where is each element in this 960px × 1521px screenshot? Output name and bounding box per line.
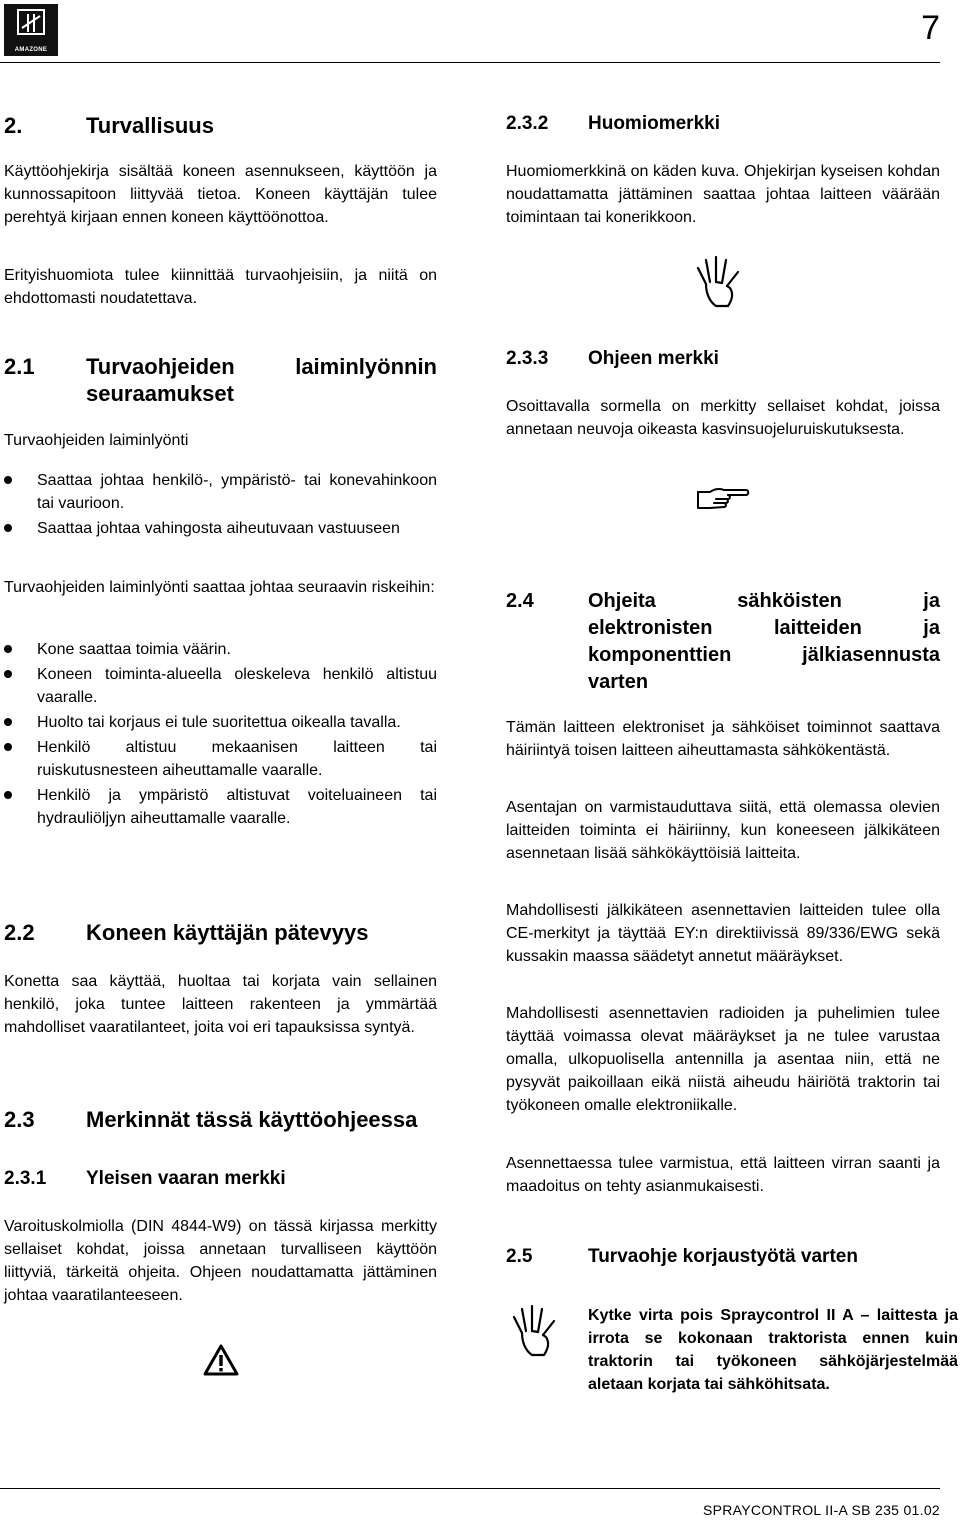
section-title: Koneen käyttäjän pätevyys: [86, 920, 369, 945]
hand-icon: [510, 1303, 560, 1359]
section-2-4-heading: [506, 588, 940, 696]
warning-triangle-icon: [203, 1344, 239, 1376]
header-rule: [0, 62, 940, 63]
bullet-dot-icon: [4, 743, 12, 751]
bullet-dot-icon: [4, 524, 12, 532]
pointing-finger-icon: [696, 486, 750, 512]
section-2-3-3-heading: [506, 345, 940, 372]
section-title: Turvallisuus: [86, 113, 214, 138]
section-2-4-paragraph-2: Asentajan on varmistauduttava siitä, että olemassa olevien laitteiden toiminta ei häiriinny, kun koneeseen jälkikäteen asennetaan lisää sähkökäyttöisiä laitteita.: [506, 799, 940, 862]
section-number: 2.5: [506, 1246, 533, 1267]
section-2-4-paragraph-5: Asennettaessa tulee varmistua, että laitteen virran saanti ja maadoitus on tehty asianmukaisesti.: [506, 1155, 940, 1195]
section-title-line-2: elektronisten laitteiden ja: [588, 617, 940, 639]
section-number: 2.: [4, 113, 23, 138]
section-title-line-1: Turvaohjeiden laiminlyönnin: [86, 354, 437, 379]
section-title: Merkinnät tässä käyttöohjeessa: [86, 1107, 418, 1132]
section-2-4-paragraph-4: Mahdollisesti asennettavien radioiden ja puhelimien tulee täyttää voimassa olevat määräykset ja ne tulee varustaa omalla, ulkopuolisella antennilla ja asentaa niin, että ne pysyvät paikoillaan eikä niistä aiheudu häiriötä traktorin tai työkoneen omalle elektroniikalle.: [506, 1005, 940, 1114]
section-2-1-heading: [4, 353, 437, 407]
section-number: 2.3.1: [4, 1168, 47, 1189]
section-title-line-4: varten: [588, 671, 649, 693]
section-2-5-paragraph: Kytke virta pois Spraycontrol II A – laittesta ja irrota se kokonaan traktorista ennen kuin traktorin tai työkoneen sähköjärjestelmää aletaan korjata tai sähköhitsata.: [588, 1307, 958, 1393]
consequence-list: [4, 469, 437, 540]
bullet-dot-icon: [4, 791, 12, 799]
hand-icon: [694, 254, 744, 310]
section-2-3-1-heading: [4, 1165, 437, 1192]
section-title: Huomiomerkki: [588, 113, 720, 134]
section-2-2-paragraph: Konetta saa käyttää, huoltaa tai korjata vain sellainen henkilö, joka tuntee laitteen rakenteen ja ymmärtää mahdolliset vaaratilanteet, joita voi eri tapauksissa syntyä.: [4, 973, 437, 1036]
section-title-line-2: seuraamukset: [86, 381, 234, 406]
section-2-4-paragraph-3: Mahdollisesti jälkikäteen asennettavien laitteiden tulee olla CE-merkityt ja täyttää EY:n direktiivissä 89/336/EWG sekä kussakin maassa säädetyt annetut määräykset.: [506, 902, 940, 965]
section-title: Turvaohje korjaustyötä varten: [588, 1246, 858, 1267]
logo-emblem-icon: [4, 4, 58, 44]
list-item: Henkilö altistuu mekaanisen laitteen tai ruiskutusnesteen aiheuttamalle vaaralle.: [4, 736, 437, 782]
section-number: 2.2: [4, 920, 35, 945]
section-number: 2.3: [4, 1107, 35, 1132]
bullet-dot-icon: [4, 645, 12, 653]
section-2-3-heading: [4, 1106, 437, 1133]
section-title: Yleisen vaaran merkki: [86, 1168, 286, 1189]
list-item: Koneen toiminta-alueella oleskeleva henkilö altistuu vaaralle.: [4, 663, 437, 709]
page-number: 7: [921, 9, 940, 47]
bullet-dot-icon: [4, 718, 12, 726]
section-number: 2.4: [506, 590, 534, 612]
section-2-3-2-paragraph: Huomiomerkkinä on käden kuva. Ohjekirjan kyseisen kohdan noudattamatta jättäminen saattaa johtaa laitteen väärään toimintaan tai konerikkoon.: [506, 163, 940, 226]
logo-text: AMAZONE: [14, 47, 48, 53]
bullet-dot-icon: [4, 476, 12, 484]
section-number: 2.1: [4, 354, 35, 379]
section-2-4-paragraph-1: Tämän laitteen elektroniset ja sähköiset toiminnot saattava häiriintyä toisen laitteen aiheuttamasta sähkökentästä.: [506, 719, 940, 759]
section-2-paragraph-1: Käyttöohjekirja sisältää koneen asennukseen, käyttöön ja kunnossapitoon liittyvää tietoa. Koneen käyttäjän tulee perehtyä kirjaan ennen koneen käyttöönottoa.: [4, 163, 437, 226]
section-2-2-heading: [4, 919, 437, 946]
section-2-heading: [4, 112, 437, 139]
footer-rule: [0, 1488, 940, 1489]
section-number: 2.3.3: [506, 348, 549, 369]
section-2-3-2-heading: [506, 110, 940, 137]
section-2-5-heading: [506, 1243, 940, 1270]
section-2-1-paragraph: Turvaohjeiden laiminlyönti saattaa johtaa seuraavin riskeihin:: [4, 579, 435, 596]
footer-doc-id: SPRAYCONTROL II-A SB 235 01.02: [703, 1502, 940, 1518]
section-title: Ohjeen merkki: [588, 348, 719, 369]
amazone-logo: [4, 4, 58, 56]
section-2-3-3-paragraph: Osoittavalla sormella on merkitty sellaiset kohdat, joissa annetaan neuvoja oikeasta kasvinsuojeluruiskutuksesta.: [506, 398, 940, 438]
list-item: Kone saattaa toimia väärin.: [4, 638, 437, 661]
section-2-1-subheading: Turvaohjeiden laiminlyönti: [4, 432, 189, 449]
section-title-line-1: Ohjeita sähköisten ja: [588, 590, 940, 612]
section-2-3-1-paragraph: Varoituskolmiolla (DIN 4844-W9) on tässä kirjassa merkitty sellaiset kohdat, joissa annetaan turvalliseen käyttöön liittyviä, tärkeitä ohjeita. Ohjeen noudattamatta jättäminen johtaa vaaratilanteeseen.: [4, 1218, 437, 1304]
bullet-dot-icon: [4, 670, 12, 678]
list-item: Huolto tai korjaus ei tule suoritettua oikealla tavalla.: [4, 711, 437, 734]
list-item: Henkilö ja ympäristö altistuvat voiteluaineen tai hydrauliöljyn aiheuttamalle vaaralle.: [4, 784, 437, 830]
list-item: Saattaa johtaa vahingosta aiheutuvaan vastuuseen: [4, 517, 437, 540]
list-item: Saattaa johtaa henkilö-, ympäristö- tai konevahinkoon tai vaurioon.: [4, 469, 437, 515]
section-title-line-3: komponenttien jälkiasennusta: [588, 644, 940, 666]
section-number: 2.3.2: [506, 113, 549, 134]
section-2-paragraph-2: Erityishuomiota tulee kiinnittää turvaohjeisiin, ja niitä on ehdottomasti noudatettava.: [4, 267, 437, 307]
risk-list: [4, 638, 437, 830]
